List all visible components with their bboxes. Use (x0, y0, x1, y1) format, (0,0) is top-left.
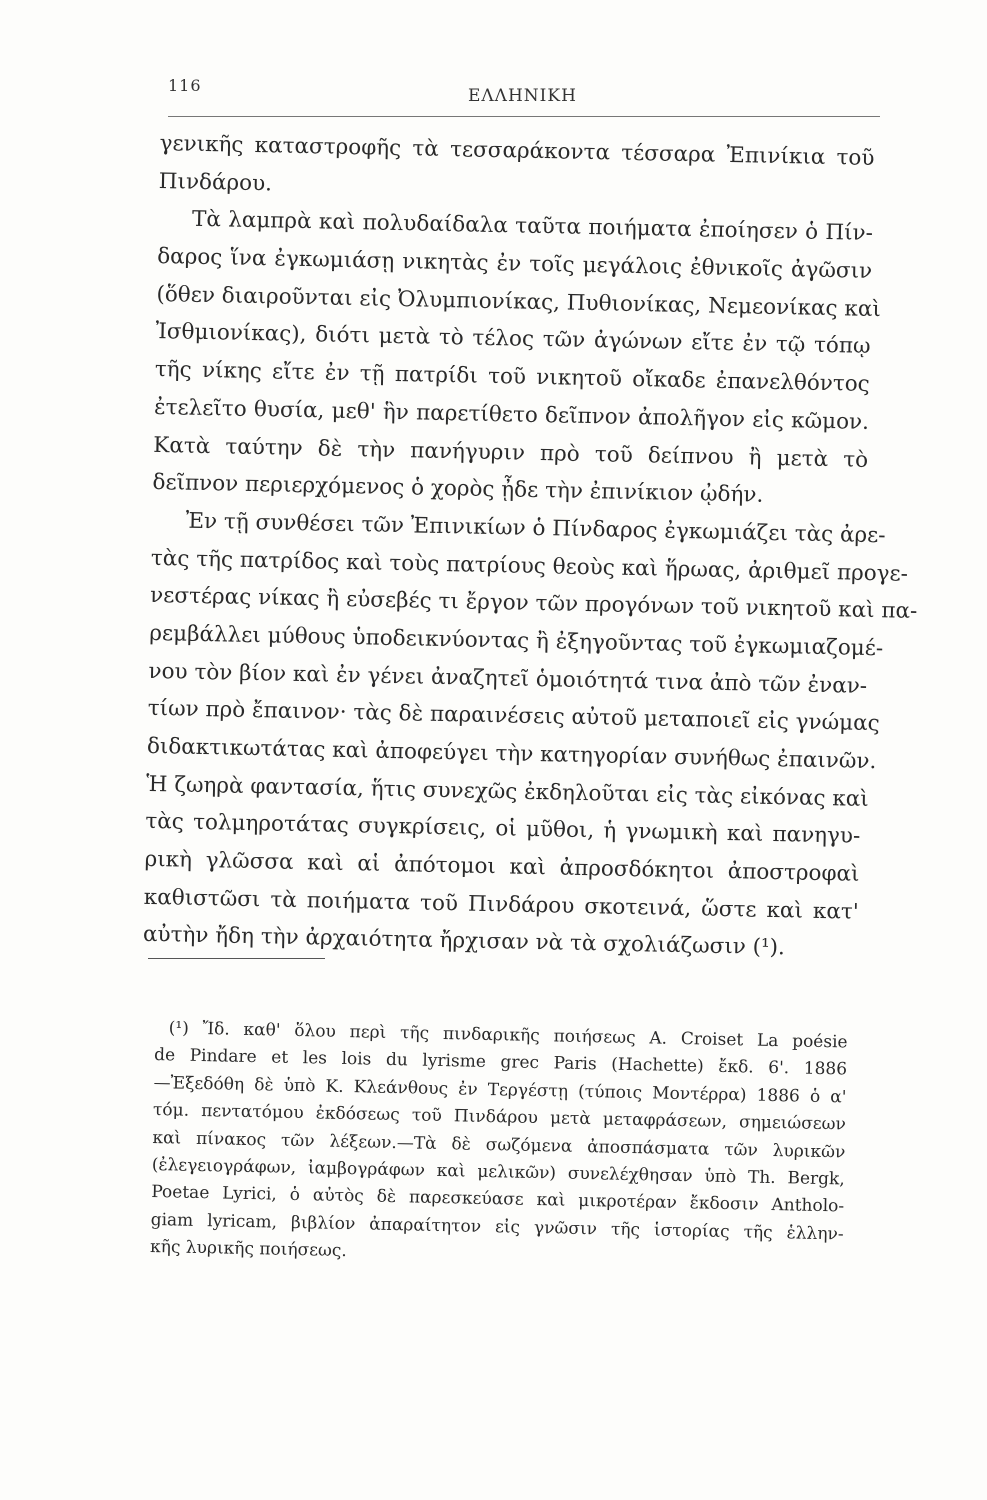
footnote-rule (148, 958, 325, 959)
header-rule (168, 116, 880, 117)
page-header (168, 72, 880, 122)
text-line: δεῖπνον περιερχόμενος ὁ χορὸς ᾖδε τὴν ἐπινίκιον ᾠδήν. (152, 470, 764, 508)
text-line: ρικὴ γλῶσσα καὶ αἱ ἀπότομοι καὶ ἀπροσδόκητοι ἀποστροφαὶ (144, 846, 860, 887)
text-line: Τὰ λαμπρὰ καὶ πολυδαίδαλα ταῦτα ποιήματα ἐποίησεν ὁ Πίν- (191, 207, 874, 247)
text-line: νου τὸν βίον καὶ ἐν γένει ἀναζητεῖ ὁμοιότητά τινα ἀπὸ τῶν ἐναν- (148, 658, 868, 699)
page-number: 116 (168, 76, 202, 95)
text-line: Ἡ ζωηρὰ φαντασία, ἥτις συνεχῶς ἐκδηλοῦται εἰς τὰς εἰκόνας καὶ (145, 771, 870, 812)
text-line: Ἐν τῇ συνθέσει τῶν Ἐπινικίων ὁ Πίνδαρος ἐγκωμιάζει τὰς ἀρε- (185, 508, 886, 549)
footnote-line: de Pindare et les lois du lyrisme grec Paris (Hachette) ἔκδ. 6'. 1886 (153, 1045, 848, 1080)
footnote (150, 1015, 848, 1276)
footnote-line: τόμ. πεντατόμου ἐκδόσεως τοῦ Πινδάρου μετὰ μεταφράσεων, σημειώσεων (152, 1100, 847, 1135)
text-line: καθιστῶσι τὰ ποιήματα τοῦ Πινδάρου σκοτεινά, ὥστε καὶ κατ' (143, 884, 859, 925)
text-line: δαρος ἵνα ἐγκωμιάσῃ νικητὰς ἐν τοῖς μεγάλοις ἐθνικοῖς ἀγῶσιν (156, 244, 873, 285)
text-line: τὰς τῆς πατρίδος καὶ τοὺς πατρίους θεοὺς καὶ ἥρωας, ἀριθμεῖ προγε- (150, 545, 909, 587)
footnote-line: giam lyricam, βιβλίον ἀπαραίτητον εἰς γνῶσιν τῆς ἱστορίας τῆς ἑλλην- (150, 1209, 844, 1245)
text-line: ρεμβάλλει μύθους ὑποδεικνύοντας ἢ ἐξηγοῦντας τοῦ ἐγκωμιαζομέ- (149, 620, 884, 662)
text-line: Κατὰ ταύτην δὲ τὴν πανήγυριν πρὸ τοῦ δείπνου ἢ μετὰ τὸ (153, 432, 869, 473)
body-text (142, 125, 918, 969)
footnote-line: Poetae Lyrici, ὁ αὐτὸς δὲ παρεσκεύασε καὶ μικροτέραν ἔκδοσιν Antholo- (151, 1182, 845, 1217)
footnote-line: —Ἐξεδόθη δὲ ὑπὸ Κ. Κλεάνθους ἐν Τεργέστῃ (τύποις Μοντέρρα) 1886 ὁ α' (153, 1072, 847, 1108)
text-line: διδακτικωτάτας καὶ ἀποφεύγει τὴν κατηγορίαν συνήθως ἐπαινῶν. (146, 733, 877, 775)
text-line: γενικῆς καταστροφῆς τὰ τεσσαράκοντα τέσσαρα Ἐπινίκια τοῦ (159, 130, 875, 171)
footnote-line: (ἐλεγειογράφων, ἰαμβογράφων καὶ μελικῶν) συνελέχθησαν ὑπὸ Th. Bergk, (151, 1154, 845, 1190)
text-line: Πινδάρου. (158, 168, 273, 197)
text-line: ἐτελεῖτο θυσία, μεθ' ἣν παρετίθετο δεῖπνον ἀπολῆγον εἰς κῶμον. (153, 394, 870, 435)
text-line: αὐτὴν ἤδη τὴν ἀρχαιότητα ἤρχισαν νὰ τὰ σχολιάζωσιν (¹). (142, 922, 786, 961)
text-line: νεστέρας νίκας ἢ εὐσεβές τι ἔργον τῶν προγόνων τοῦ νικητοῦ καὶ πα- (149, 583, 918, 625)
running-title: ΕΛΛΗΝΙΚΗ (468, 86, 577, 106)
footnote-line: (¹) Ἴδ. καθ' ὅλου περὶ τῆς πινδαρικῆς ποιήσεως A. Croiset La poésie (168, 1018, 848, 1053)
footnote-line: καὶ πίνακος τῶν λέξεων.—Τὰ δὲ σωζόμενα ἀποσπάσματα τῶν λυρικῶν (152, 1127, 846, 1163)
footnote-line: κῆς λυρικῆς ποιήσεως. (149, 1237, 348, 1262)
text-line: Ἰσθμιονίκας), διότι μετὰ τὸ τέλος τῶν ἀγώνων εἴτε ἐν τῷ τόπῳ (155, 319, 871, 360)
text-line: τίων πρὸ ἔπαινον· τὰς δὲ παραινέσεις αὐτοῦ μεταποιεῖ εἰς γνώμας (147, 696, 880, 737)
text-line: τῆς νίκης εἴτε ἐν τῇ πατρίδι τοῦ νικητοῦ οἴκαδε ἐπανελθόντος (154, 357, 870, 398)
text-line: τὰς τολμηροτάτας συγκρίσεις, οἱ μῦθοι, ἡ γνωμικὴ καὶ πανηγυ- (145, 809, 861, 850)
text-line: (ὅθεν διαιροῦνται εἰς Ὀλυμπιονίκας, Πυθιονίκας, Νεμεονίκας καὶ (156, 281, 882, 322)
